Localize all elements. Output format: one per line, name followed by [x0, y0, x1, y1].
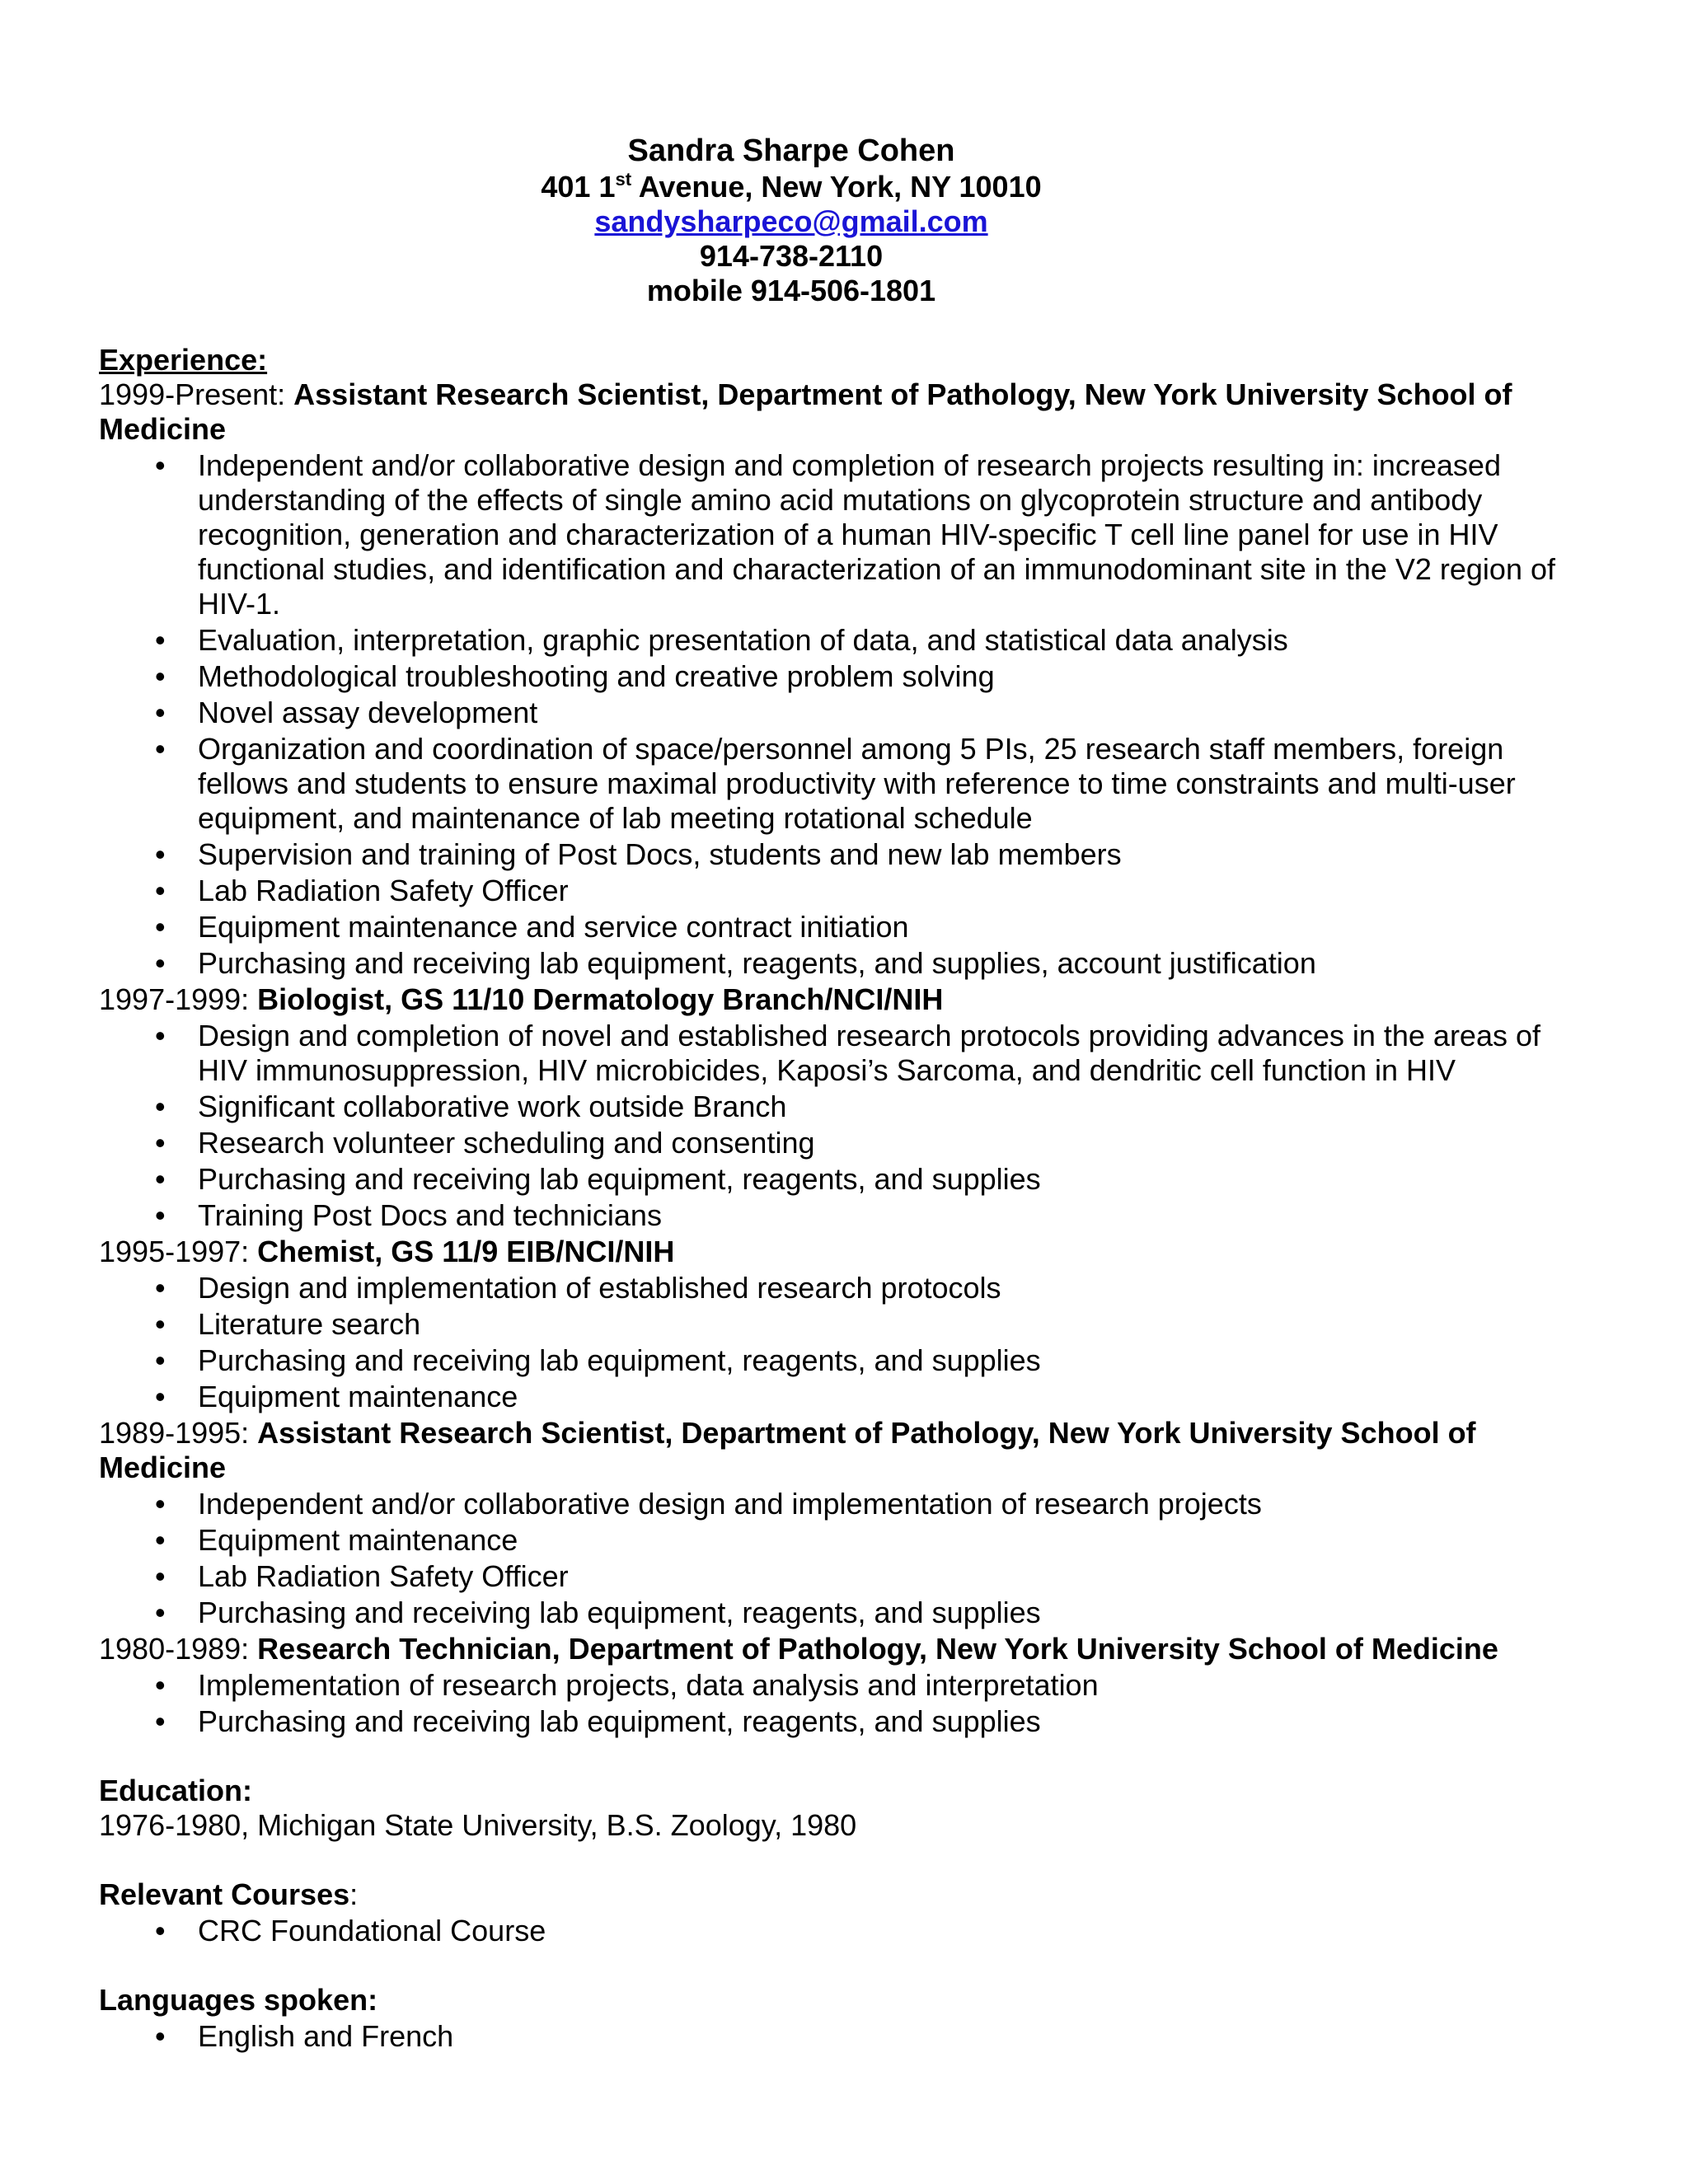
list-item: • Methodological troubleshooting and creative problem solving: [99, 659, 1574, 694]
courses-heading-colon: :: [349, 1877, 359, 1911]
courses-heading-text: Relevant Courses: [99, 1877, 350, 1911]
job-dates: 1989-1995:: [99, 1416, 258, 1450]
job-title: Biologist, GS 11/10 Dermatology Branch/NCI/NIH: [257, 982, 944, 1016]
phone: 914-738-2110: [699, 239, 884, 273]
contact-header: [99, 132, 1484, 308]
list-item: • Design and completion of novel and established research protocols providing advances in the areas of HIV immunosuppression, HIV microbicides, Kaposi’s Sarcoma, and dendritic cell function in HIV: [99, 1019, 1574, 1088]
job-duties: [99, 1271, 1574, 1414]
job-title: Chemist, GS 11/9 EIB/NCI/NIH: [257, 1235, 675, 1268]
list-item: • Purchasing and receiving lab equipment, reagents, and supplies, account justification: [99, 946, 1574, 981]
list-item: • English and French: [99, 2019, 1574, 2054]
job-dates: 1995-1997:: [99, 1235, 258, 1268]
email-link[interactable]: sandysharpeco@gmail.com: [594, 204, 988, 238]
job-entry: [99, 1416, 1574, 1485]
job-dates: 1997-1999:: [99, 982, 258, 1016]
address: [99, 170, 1484, 204]
education-heading: Education:: [99, 1774, 252, 1807]
list-item: • Equipment maintenance: [99, 1523, 1574, 1558]
list-item: • Purchasing and receiving lab equipment, reagents, and supplies: [99, 1704, 1574, 1739]
job-entry: [99, 1235, 1574, 1269]
education-entry: 1976-1980, Michigan State University, B.S. Zoology, 1980: [99, 1808, 857, 1842]
languages-list: [99, 2019, 1574, 2054]
job-duties: [99, 1668, 1574, 1739]
job-dates: 1980-1989:: [99, 1632, 258, 1666]
list-item: • Equipment maintenance: [99, 1380, 1574, 1414]
list-item: • CRC Foundational Course: [99, 1914, 1574, 1948]
list-item: • Literature search: [99, 1307, 1574, 1342]
list-item: • Lab Radiation Safety Officer: [99, 1559, 1574, 1594]
job-duties: [99, 448, 1574, 981]
list-item: • Supervision and training of Post Docs, students and new lab members: [99, 837, 1574, 872]
courses-list: [99, 1914, 1574, 1948]
list-item: • Lab Radiation Safety Officer: [99, 874, 1574, 908]
mobile-phone: mobile 914-506-1801: [646, 274, 936, 307]
list-item: • Purchasing and receiving lab equipment, reagents, and supplies: [99, 1162, 1574, 1197]
resume-content: [99, 132, 1574, 2055]
person-name: Sandra Sharpe Cohen: [627, 134, 955, 168]
list-item: • Organization and coordination of space/personnel among 5 PIs, 25 research staff members, foreign fellows and students to ensure maximal productivity with reference to time constraints and multi-user equipment, and maintenance of lab meeting rotational schedule: [99, 732, 1574, 836]
address-suffix: st: [615, 169, 632, 190]
job-entry: [99, 1632, 1574, 1666]
address-street: Avenue, New York, NY 10010: [631, 170, 1042, 204]
job-title: Research Technician, Department of Pathology, New York University School of Medicine: [257, 1632, 1498, 1666]
courses-heading: [99, 1877, 1574, 1912]
job-entry: [99, 982, 1574, 1017]
list-item: • Equipment maintenance and service contract initiation: [99, 910, 1574, 944]
job-dates: 1999-Present:: [99, 377, 294, 411]
list-item: • Purchasing and receiving lab equipment, reagents, and supplies: [99, 1596, 1574, 1630]
job-entry: [99, 377, 1574, 447]
list-item: • Training Post Docs and technicians: [99, 1198, 1574, 1233]
list-item: • Evaluation, interpretation, graphic presentation of data, and statistical data analysis: [99, 623, 1574, 658]
job-duties: [99, 1019, 1574, 1233]
job-title: Assistant Research Scientist, Department of Pathology, New York University School of Medicine: [99, 1416, 1476, 1484]
job-title: Assistant Research Scientist, Department of Pathology, New York University School of Medicine: [99, 377, 1512, 446]
list-item: • Independent and/or collaborative design and implementation of research projects: [99, 1487, 1574, 1521]
experience-heading: Experience:: [99, 343, 268, 377]
list-item: • Design and implementation of established research protocols: [99, 1271, 1574, 1305]
address-number: 401 1: [541, 170, 616, 204]
job-duties: [99, 1487, 1574, 1630]
list-item: • Novel assay development: [99, 696, 1574, 730]
list-item: • Independent and/or collaborative design and completion of research projects resulting in: increased understanding of the effects of single amino acid mutations on glycoprotein structure and antibody recognition, generation and characterization of a human HIV-specific T cell line panel for use in HIV functional studies, and identification and characterization of an immunodominant site in the V2 region of HIV-1.: [99, 448, 1574, 621]
languages-heading: Languages spoken:: [99, 1983, 378, 2017]
list-item: • Significant collaborative work outside Branch: [99, 1090, 1574, 1124]
list-item: • Purchasing and receiving lab equipment, reagents, and supplies: [99, 1343, 1574, 1378]
list-item: • Implementation of research projects, data analysis and interpretation: [99, 1668, 1574, 1703]
experience-section: [99, 377, 1574, 1739]
list-item: • Research volunteer scheduling and consenting: [99, 1126, 1574, 1160]
